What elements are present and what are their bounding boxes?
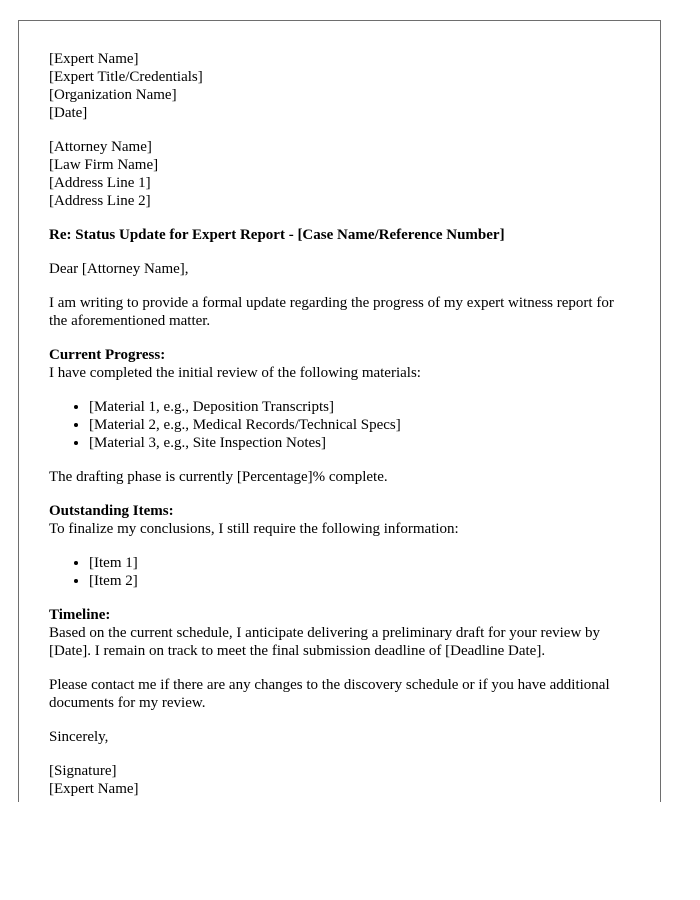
drafting-status: The drafting phase is currently [Percentage]% complete. <box>49 469 388 485</box>
closing: Sincerely, <box>49 729 109 745</box>
current-progress-heading: Current Progress: <box>49 347 166 363</box>
sender-block <box>49 50 630 122</box>
list-item: • [Material 3, e.g., Site Inspection Notes] <box>89 434 630 452</box>
contact-paragraph: Please contact me if there are any changes to the discovery schedule or if you have additional documents for my review. <box>49 677 610 711</box>
timeline-text: Based on the current schedule, I anticipate delivering a preliminary draft for your review by [Date]. I remain on track to meet the final submission deadline of [Deadline Date]. <box>49 625 601 659</box>
list-item: • [Material 2, e.g., Medical Records/Technical Specs] <box>89 416 630 434</box>
recipient-name: [Attorney Name] <box>49 139 152 155</box>
recipient-address-line-1: [Address Line 1] <box>49 175 151 191</box>
outstanding-items-list <box>49 554 630 590</box>
recipient-block <box>49 138 630 210</box>
timeline-section <box>49 606 630 660</box>
list-item: • [Item 1] <box>89 554 630 572</box>
subject-line: Re: Status Update for Expert Report - [Case Name/Reference Number] <box>49 227 505 243</box>
current-progress-section <box>49 346 630 382</box>
signer-name: [Expert Name] <box>49 781 139 797</box>
recipient-address-line-2: [Address Line 2] <box>49 193 151 209</box>
sender-organization: [Organization Name] <box>49 87 177 103</box>
signature-block <box>49 762 630 798</box>
sender-title: [Expert Title/Credentials] <box>49 69 203 85</box>
letter-date: [Date] <box>49 105 88 121</box>
signature-line: [Signature] <box>49 763 117 779</box>
materials-list <box>49 398 630 452</box>
recipient-firm: [Law Firm Name] <box>49 157 159 173</box>
list-item: • [Material 1, e.g., Deposition Transcripts] <box>89 398 630 416</box>
outstanding-items-text: To finalize my conclusions, I still require the following information: <box>49 521 459 537</box>
list-item: • [Item 2] <box>89 572 630 590</box>
intro-paragraph: I am writing to provide a formal update regarding the progress of my expert witness report for the aforementioned matter. <box>49 295 614 329</box>
salutation: Dear [Attorney Name], <box>49 261 189 277</box>
outstanding-items-section <box>49 502 630 538</box>
letter-page <box>18 20 661 802</box>
sender-name: [Expert Name] <box>49 51 139 67</box>
current-progress-text: I have completed the initial review of the following materials: <box>49 365 421 381</box>
outstanding-items-heading: Outstanding Items: <box>49 503 174 519</box>
timeline-heading: Timeline: <box>49 607 111 623</box>
